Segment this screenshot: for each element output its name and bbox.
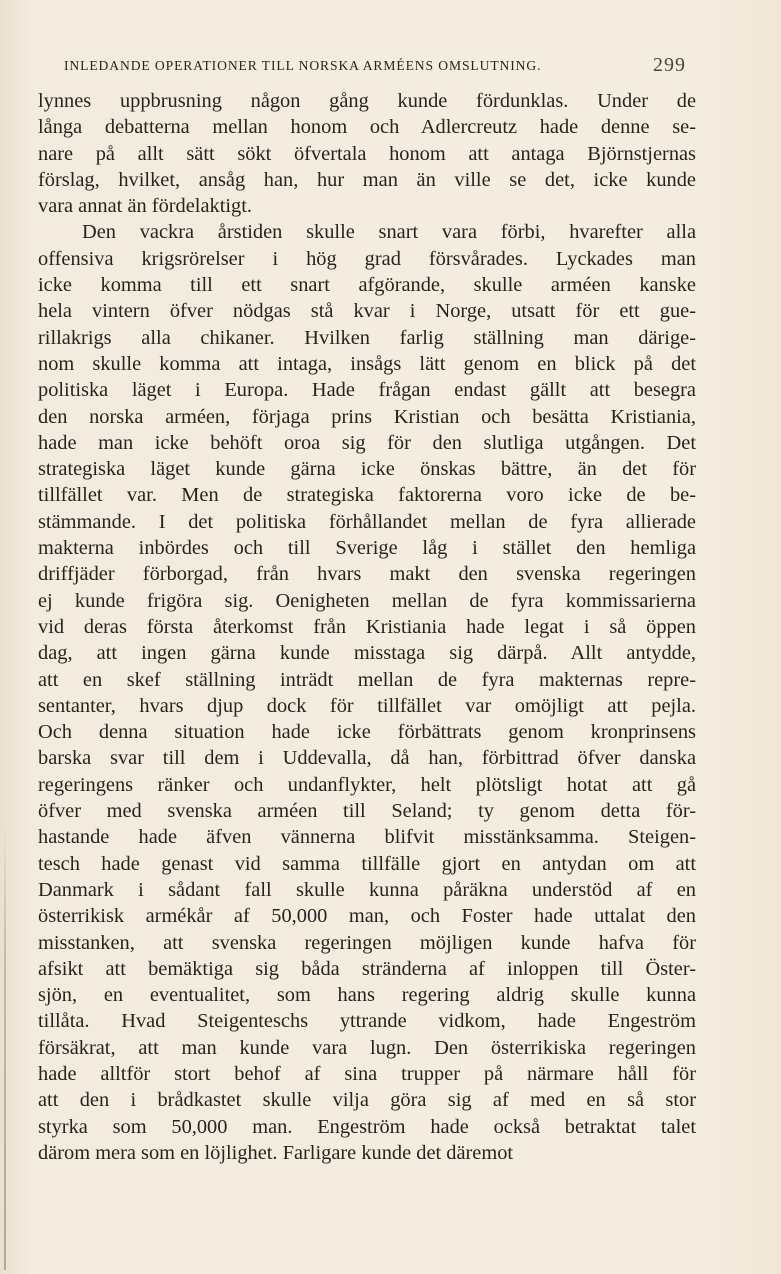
text-line: ej kunde frigöra sig. Oenigheten mellan de fyra kommissarierna: [38, 589, 696, 612]
text-line: hastande hade äfven vännerna blifvit misstänksamma. Steigen-: [38, 826, 696, 849]
text-line: försäkrat, att man kunde vara lugn. Den österrikiska regeringen: [38, 1036, 696, 1059]
text-line: sjön, en eventualitet, som hans regering aldrig skulle kunna: [38, 984, 696, 1007]
text-line: lynnes uppbrusning någon gång kunde fördunklas. Under de: [38, 90, 696, 112]
text-line: makterna inbördes och till Sverige låg i stället den hemliga: [38, 537, 696, 560]
text-line: Och denna situation hade icke förbättrats genom kronprinsens: [38, 721, 696, 744]
text-line: öfver med svenska arméen till Seland; ty genom detta för-: [38, 800, 696, 823]
text-line: misstanken, att svenska regeringen möjligen kunde hafva för: [38, 931, 696, 954]
text-line: barska svar till dem i Uddevalla, då han, förbittrad öfver danska: [38, 747, 696, 770]
text-line: den norska arméen, förjaga prins Kristian och besätta Kristiania,: [38, 405, 696, 428]
running-head: INLEDANDE OPERATIONER TILL NORSKA ARMÉENS OMSLUTNING.: [64, 58, 542, 73]
text-line: rillakrigs alla chikaner. Hvilken farlig ställning man därige-: [38, 326, 696, 349]
text-line: därom mera som en löjlighet. Farligare kunde det däremot: [38, 1141, 514, 1164]
text-line: nom skulle komma att intaga, insågs lätt genom en blick på det: [38, 352, 696, 375]
text-line: afsikt att bemäktiga sig båda stränderna af inloppen till Öster-: [38, 957, 696, 980]
text-line: vid deras första återkomst från Kristiania hade legat i så öppen: [38, 615, 696, 638]
text-line: österrikisk armékår af 50,000 man, och Foster hade uttalat den: [38, 905, 696, 928]
text-line: sentanter, hvars djup dock för tillfället var omöjligt att pejla.: [38, 694, 696, 717]
text-line: politiska läget i Europa. Hade frågan endast gällt att besegra: [38, 379, 696, 402]
text-line: tillfället var. Men de strategiska faktorerna voro icke de be-: [38, 484, 696, 507]
text-line: hade man icke behöft oroa sig för den slutliga utgången. Det: [38, 431, 696, 454]
text-line: vara annat än fördelaktigt.: [38, 195, 253, 218]
page-number: 299: [653, 54, 686, 76]
text-line: långa debatterna mellan honom och Adlercreutz hade denne se-: [38, 116, 696, 139]
text-line: att en skef ställning inträdt mellan de fyra makternas repre-: [38, 668, 696, 691]
text-line: tillåta. Hvad Steigenteschs yttrande vidkom, hade Engeström: [38, 1010, 696, 1033]
text-line: styrka som 50,000 man. Engeström hade också betraktat talet: [38, 1115, 696, 1138]
text-line: hade alltför stort behof af sina trupper på närmare håll för: [38, 1062, 696, 1085]
text-line: hela vintern öfver nödgas stå kvar i Norge, utsatt för ett gue-: [38, 300, 696, 323]
text-line: icke komma till ett snart afgörande, skulle arméen kanske: [38, 274, 696, 297]
text-line: nare på allt sätt sökt öfvertala honom att antaga Björnstjernas: [38, 142, 696, 165]
text-line: strategiska läget kunde gärna icke önskas bättre, än det för: [38, 458, 696, 481]
text-line: tesch hade genast vid samma tillfälle gjort en antydan om att: [38, 852, 696, 875]
text-line: dag, att ingen gärna kunde misstaga sig därpå. Allt antydde,: [38, 642, 696, 665]
text-line: driffjäder förborgad, från hvars makt den svenska regeringen: [38, 563, 696, 586]
text-line: Den vackra årstiden skulle snart vara förbi, hvarefter alla: [82, 221, 696, 244]
text-line: offensiva krigsrörelser i hög grad försvårades. Lyckades man: [38, 247, 696, 270]
text-line: att den i brådkastet skulle vilja göra sig af med en så stor: [38, 1089, 696, 1112]
text-line: Danmark i sådant fall skulle kunna påräkna understöd af en: [38, 878, 696, 901]
text-line: förslag, hvilket, ansåg han, hur man än ville se det, icke kunde: [38, 168, 696, 191]
body-text-upper: [38, 88, 696, 1166]
text-line: regeringens ränker och undanflykter, helt plötsligt hotat att gå: [38, 773, 696, 796]
text-line: stämmande. I det politiska förhållandet mellan de fyra allierade: [38, 510, 696, 533]
page-header: [64, 54, 686, 78]
page-binding-edge: [4, 820, 6, 1270]
